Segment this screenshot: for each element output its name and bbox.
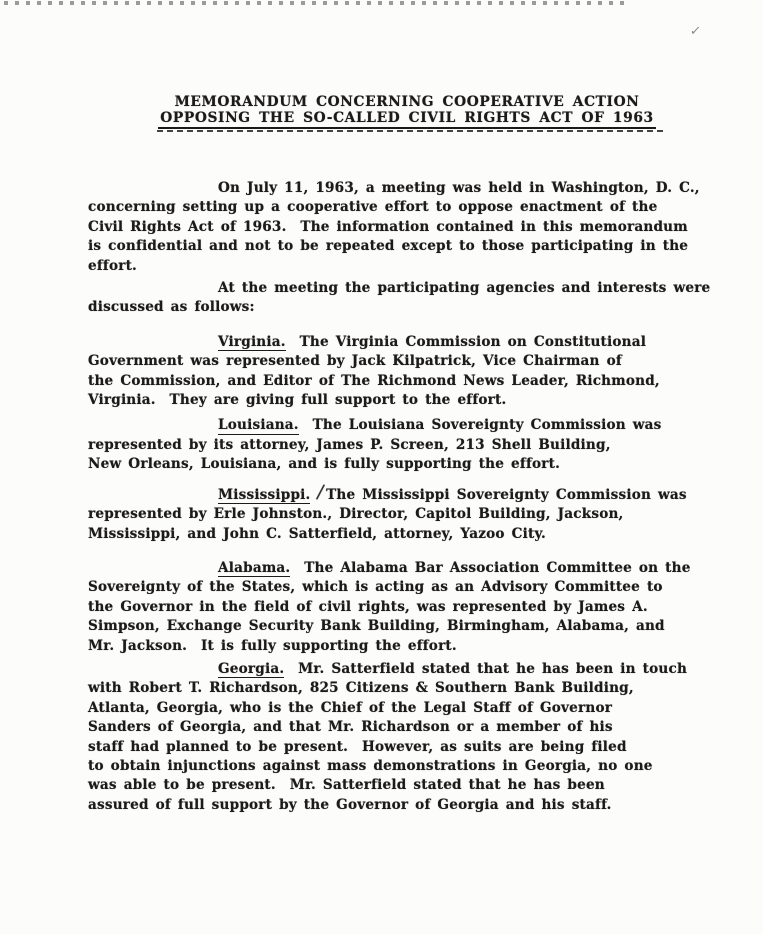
memo-title — [52, 95, 762, 129]
paragraph-line: On July 11, 1963, a meeting was held in Washington, D. C., — [218, 180, 700, 196]
paragraph-line: Virginia. They are giving full support to the effort. — [88, 392, 507, 409]
state-heading-georgia: Georgia. — [218, 660, 285, 677]
paragraph-line — [88, 559, 728, 578]
state-heading-mississippi: Mississippi. — [218, 486, 311, 503]
paragraph-text: The Alabama Bar Association Committee on the — [290, 559, 691, 576]
paragraph-line — [88, 660, 728, 679]
paragraph-line: was able to be present. Mr. Satterfield stated that he has been — [88, 777, 605, 794]
paragraph-line: Atlanta, Georgia, who is the Chief of the Legal Staff of Governor — [88, 699, 613, 716]
paragraph-line: represented by its attorney, James P. Screen, 213 Shell Building, — [88, 436, 611, 453]
paragraph-line: with Robert T. Richardson, 825 Citizens & Southern Bank Building, — [88, 680, 634, 697]
paragraph-mississippi — [88, 480, 728, 544]
paragraph-text: The Mississippi Sovereignty Commission was — [326, 486, 687, 503]
paragraph-intro — [88, 179, 728, 276]
paragraph-line: to obtain injunctions against mass demonstrations in Georgia, no one — [88, 757, 653, 774]
paragraph-text: The Virginia Commission on Constitutional — [285, 333, 647, 350]
paragraph-text: The Louisiana Sovereignty Commission was — [298, 417, 662, 434]
paragraph-line: effort. — [88, 257, 137, 274]
paragraph-line: Sovereignty of the States, which is acting as an Advisory Committee to — [88, 579, 663, 596]
paragraph-line: Mississippi, and John C. Satterfield, attorney, Yazoo City. — [88, 525, 546, 542]
paragraph-line: assured of full support by the Governor of Georgia and his staff. — [88, 796, 612, 813]
memo-title-line1: MEMORANDUM CONCERNING COOPERATIVE ACTION — [174, 94, 640, 110]
paragraph-text: Mr. Satterfield stated that he has been in touch — [284, 660, 688, 677]
paragraph-line: the Commission, and Editor of The Richmond News Leader, Richmond, — [88, 372, 660, 389]
paragraph-line — [88, 333, 728, 352]
paragraph-line: Sanders of Georgia, and that Mr. Richardson or a member of his — [88, 719, 613, 736]
paragraph-line: New Orleans, Louisiana, and is fully supporting the effort. — [88, 456, 561, 473]
paragraph-line: Simpson, Exchange Security Bank Building, Birmingham, Alabama, and — [88, 618, 665, 635]
paragraph-line: concerning setting up a cooperative effort to oppose enactment of the — [88, 199, 658, 216]
paragraph-louisiana — [88, 416, 728, 474]
paragraph-line: discussed as follows: — [88, 299, 255, 316]
paragraph-alabama — [88, 559, 728, 656]
pen-slash-mark: / — [315, 480, 327, 504]
state-heading-alabama: Alabama. — [218, 559, 291, 576]
state-heading-virginia: Virginia. — [218, 333, 286, 350]
paragraph-line — [88, 480, 728, 505]
paragraph-line: represented by Erle Johnston., Director, Capitol Building, Jackson, — [88, 506, 624, 523]
paragraph-agenda — [88, 279, 728, 318]
paragraph-line: At the meeting the participating agencies and interests were — [218, 280, 711, 297]
paragraph-line: Civil Rights Act of 1963. The information contained in this memorandum — [88, 218, 688, 235]
memo-body — [88, 179, 728, 815]
memo-title-line2: OPPOSING THE SO-CALLED CIVIL RIGHTS ACT OF 1963 — [52, 111, 762, 129]
paragraph-virginia — [88, 333, 728, 411]
paragraph-line: the Governor in the field of civil rights, was represented by James A. — [88, 598, 648, 615]
state-heading-louisiana: Louisiana. — [218, 417, 299, 434]
perforation-dashes — [4, 1, 631, 5]
pen-checkmark-icon: ✓ — [688, 24, 702, 39]
paragraph-georgia — [88, 660, 728, 815]
paragraph-line: Mr. Jackson. It is fully supporting the effort. — [88, 637, 457, 654]
paragraph-line: is confidential and not to be repeated except to those participating in the — [88, 238, 689, 255]
paragraph-line: Government was represented by Jack Kilpatrick, Vice Chairman of — [88, 353, 622, 370]
paragraph-line — [88, 416, 728, 435]
paragraph-line: staff had planned to be present. However, as suits are being filed — [88, 738, 627, 755]
